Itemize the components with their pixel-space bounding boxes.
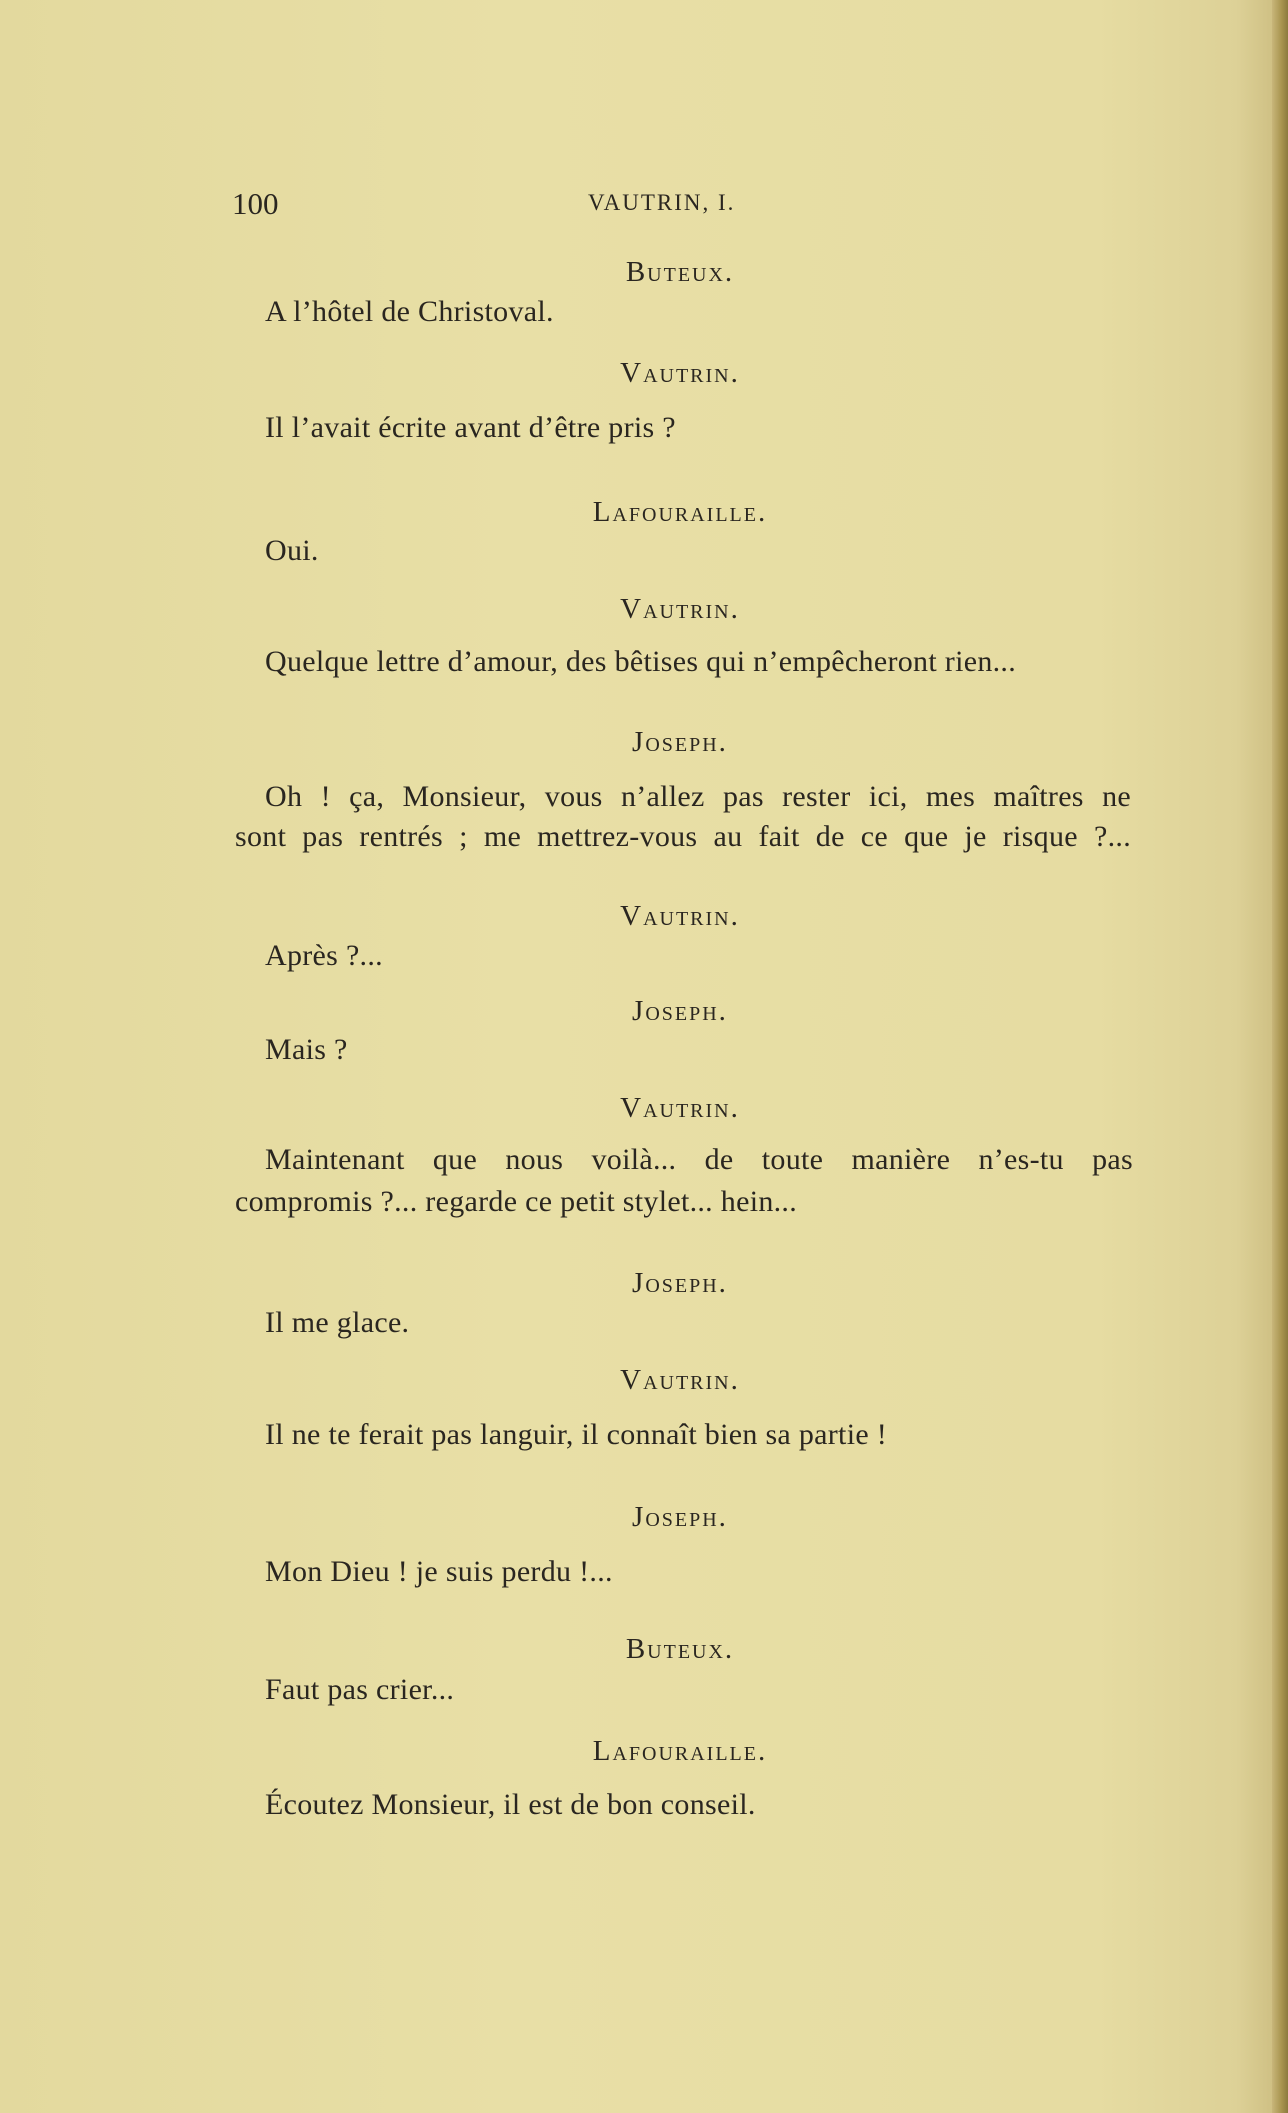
dialogue-line: A l’hôtel de Christoval. bbox=[265, 295, 554, 328]
speaker-name: Vautrin. bbox=[620, 1092, 740, 1124]
speaker-name: Buteux. bbox=[625, 256, 735, 288]
speaker-name: Lafouraille. bbox=[592, 1735, 768, 1767]
dialogue-line: Quelque lettre d’amour, des bêtises qui n’empêcheront rien... bbox=[265, 645, 1017, 678]
dialogue-line: Il me glace. bbox=[265, 1306, 410, 1339]
dialogue-line: sont pas rentrés ; me mettrez-vous au fait de ce que je risque ?... bbox=[235, 820, 1131, 853]
speaker-name: Lafouraille. bbox=[592, 496, 768, 528]
speaker-name: Vautrin. bbox=[620, 357, 740, 389]
speaker-name: Vautrin. bbox=[620, 900, 740, 932]
speaker-name: Joseph. bbox=[632, 995, 728, 1027]
dialogue-line: Il l’avait écrite avant d’être pris ? bbox=[265, 411, 676, 444]
dialogue-line: compromis ?... regarde ce petit stylet... hein... bbox=[235, 1185, 798, 1218]
dialogue-line: Mais ? bbox=[265, 1033, 348, 1066]
speaker-name: Joseph. bbox=[632, 1267, 728, 1299]
running-title: VAUTRIN, I. bbox=[588, 190, 736, 215]
dialogue-line: Écoutez Monsieur, il est de bon conseil. bbox=[265, 1788, 756, 1821]
speaker-name: Vautrin. bbox=[620, 593, 740, 625]
page-number: 100 bbox=[232, 186, 279, 221]
dialogue-line: Mon Dieu ! je suis perdu !... bbox=[265, 1555, 613, 1588]
speaker-name: Vautrin. bbox=[620, 1364, 740, 1396]
dialogue-line: Oh ! ça, Monsieur, vous n’allez pas rester ici, mes maîtres ne bbox=[265, 780, 1131, 813]
speaker-name: Joseph. bbox=[632, 1501, 728, 1533]
page-header bbox=[232, 186, 1132, 226]
dialogue-line: Faut pas crier... bbox=[265, 1673, 455, 1706]
dialogue-line: Oui. bbox=[265, 534, 319, 567]
dialogue-line: Après ?... bbox=[265, 939, 383, 972]
dialogue-line: Il ne te ferait pas languir, il connaît bien sa partie ! bbox=[265, 1418, 888, 1451]
speaker-name: Joseph. bbox=[632, 726, 728, 758]
page-edge bbox=[1272, 0, 1288, 2113]
dialogue-line: Maintenant que nous voilà... de toute manière n’es-tu pas bbox=[265, 1143, 1133, 1176]
speaker-name: Buteux. bbox=[625, 1633, 735, 1665]
